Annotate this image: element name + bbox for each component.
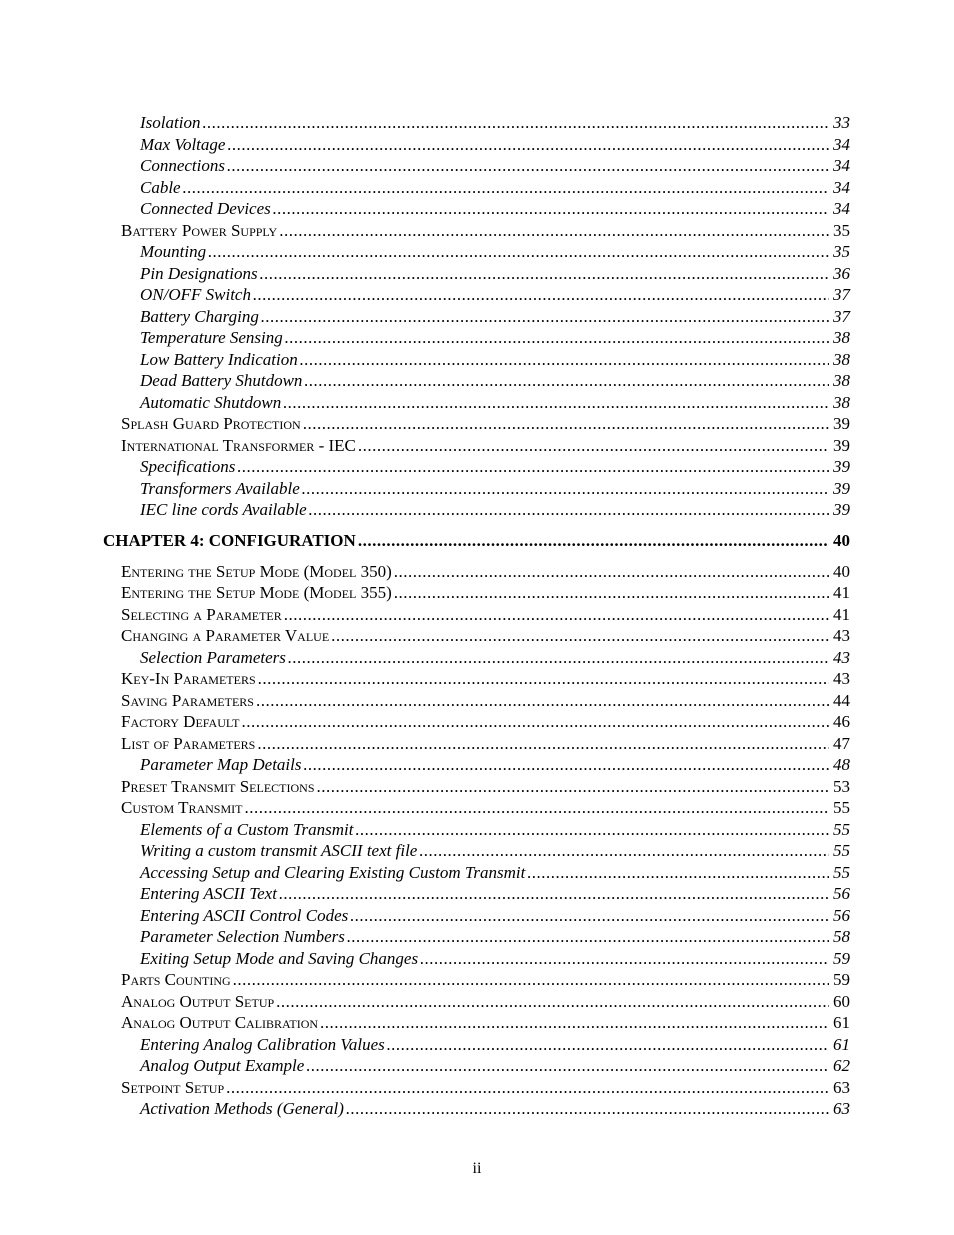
toc-leader-dots <box>183 177 829 199</box>
toc-entry-page: 62 <box>833 1056 850 1075</box>
toc-entry-page: 43 <box>833 626 850 645</box>
toc-entry-title: Parameter Selection Numbers <box>140 927 345 946</box>
toc-entry-title: Selection Parameters <box>140 647 286 667</box>
toc-entry-page: 56 <box>833 905 850 925</box>
toc-entry-page: 38 <box>833 349 850 369</box>
toc-section-entry[interactable] <box>121 625 850 647</box>
toc-leader-dots <box>260 263 829 285</box>
toc-section-entry[interactable] <box>121 561 850 583</box>
toc-entry-page: 34 <box>833 156 850 175</box>
toc-section-entry[interactable] <box>121 969 850 991</box>
toc-entry-title: Writing a custom transmit ASCII text file <box>140 841 418 860</box>
toc-chapter-entry[interactable] <box>103 530 850 552</box>
toc-leader-dots <box>227 134 829 156</box>
toc-entry-page: 60 <box>833 991 850 1011</box>
toc-entry-title: Entering the Setup Mode (Model 350) <box>121 561 392 581</box>
toc-entry-page: 41 <box>833 583 850 602</box>
toc-entry-page: 55 <box>833 841 850 860</box>
toc-entry-title: Analog Output Calibration <box>121 1013 319 1032</box>
toc-entry-page: 40 <box>833 561 850 581</box>
toc-leader-dots <box>257 733 829 755</box>
toc-leader-dots <box>285 327 829 349</box>
toc-subsection-entry[interactable] <box>140 883 850 905</box>
toc-leader-dots <box>302 478 829 500</box>
toc-entry-title: Pin Designations <box>140 263 258 283</box>
toc-entry-title: Custom Transmit <box>121 798 243 817</box>
toc-leader-dots <box>279 883 829 905</box>
toc-entry-title: Mounting <box>140 242 207 261</box>
toc-leader-dots <box>300 349 829 371</box>
toc-subsection-entry[interactable] <box>140 819 850 841</box>
toc-entry-title: IEC line cords Available <box>140 500 307 519</box>
toc-entry-title: Battery Charging <box>140 306 259 326</box>
toc-entry-title: ON/OFF Switch <box>140 285 251 304</box>
toc-entry-page: 37 <box>833 306 850 326</box>
toc-section-entry[interactable] <box>121 733 850 755</box>
toc-leader-dots <box>394 561 829 583</box>
toc-entry-title: Setpoint Setup <box>121 1077 225 1097</box>
toc-leader-dots <box>237 456 829 478</box>
toc-entry-title: Cable <box>140 177 181 197</box>
toc-leader-dots <box>288 647 829 669</box>
toc-section-entry[interactable] <box>121 1077 850 1099</box>
toc-entry-title: Entering Analog Calibration Values <box>140 1034 385 1054</box>
toc-subsection-entry[interactable] <box>140 647 850 669</box>
toc-entry-title: Low Battery Indication <box>140 349 298 369</box>
toc-section-entry[interactable] <box>121 582 850 604</box>
toc-leader-dots <box>233 969 829 991</box>
toc-leader-dots <box>346 1098 829 1120</box>
toc-section-entry[interactable] <box>121 413 850 435</box>
toc-leader-dots <box>208 241 829 263</box>
toc-leader-dots <box>306 1055 829 1077</box>
toc-entry-page: 37 <box>833 285 850 304</box>
toc-subsection-entry[interactable] <box>140 112 850 134</box>
toc-leader-dots <box>226 1077 829 1099</box>
toc-entry-title: Analog Output Setup <box>121 991 275 1011</box>
toc-entry-title: CHAPTER 4: CONFIGURATION <box>103 530 356 550</box>
toc-leader-dots <box>241 711 829 733</box>
toc-entry-page: 39 <box>833 457 850 476</box>
toc-subsection-entry[interactable] <box>140 349 850 371</box>
toc-leader-dots <box>279 220 829 242</box>
toc-entry-page: 61 <box>833 1013 850 1032</box>
toc-entry-title: Splash Guard Protection <box>121 414 301 433</box>
toc-leader-dots <box>347 926 829 948</box>
toc-entry-title: Key-In Parameters <box>121 669 256 688</box>
toc-subsection-entry[interactable] <box>140 948 850 970</box>
toc-entry-page: 39 <box>833 478 850 498</box>
toc-entry-title: Preset Transmit Selections <box>121 776 315 796</box>
toc-entry-title: Dead Battery Shutdown <box>140 371 303 390</box>
toc-entry-page: 59 <box>833 970 850 989</box>
toc-entry-title: Changing a Parameter Value <box>121 626 330 645</box>
toc-subsection-entry[interactable] <box>140 263 850 285</box>
toc-leader-dots <box>227 155 829 177</box>
toc-leader-dots <box>394 582 829 604</box>
toc-entry-page: 35 <box>833 242 850 261</box>
toc-entry-title: Parts Counting <box>121 970 231 989</box>
toc-leader-dots <box>276 991 829 1013</box>
toc-entry-page: 43 <box>833 647 850 667</box>
toc-subsection-entry[interactable] <box>140 155 850 177</box>
toc-entry-page: 33 <box>833 113 850 132</box>
toc-entry-title: Factory Default <box>121 712 240 731</box>
toc-entry-title: Selecting a Parameter <box>121 604 282 624</box>
toc-leader-dots <box>387 1034 829 1056</box>
toc-subsection-entry[interactable] <box>140 306 850 328</box>
toc-entry-page: 38 <box>833 392 850 412</box>
toc-entry-page: 34 <box>833 177 850 197</box>
toc-entry-title: Analog Output Example <box>140 1056 305 1075</box>
toc-entry-page: 58 <box>833 927 850 946</box>
toc-leader-dots <box>202 112 829 134</box>
toc-subsection-entry[interactable] <box>140 327 850 349</box>
toc-entry-page: 56 <box>833 884 850 903</box>
toc-subsection-entry[interactable] <box>140 926 850 948</box>
toc-entry-title: Connected Devices <box>140 199 271 218</box>
toc-leader-dots <box>355 819 829 841</box>
toc-leader-dots <box>320 1012 829 1034</box>
toc-entry-title: List of Parameters <box>121 733 256 753</box>
toc-entry-page: 44 <box>833 690 850 710</box>
toc-entry-title: Entering ASCII Control Codes <box>140 905 349 925</box>
toc-entry-page: 38 <box>833 371 850 390</box>
toc-entry-page: 40 <box>833 530 850 550</box>
toc-subsection-entry[interactable] <box>140 134 850 156</box>
toc-entry-page: 46 <box>833 712 850 731</box>
toc-entry-title: Connections <box>140 156 225 175</box>
toc-leader-dots <box>309 499 829 521</box>
toc-entry-title: Accessing Setup and Clearing Existing Custom Transmit <box>140 862 526 882</box>
toc-subsection-entry[interactable] <box>140 1055 850 1077</box>
toc-subsection-entry[interactable] <box>140 198 850 220</box>
toc-entry-title: Exiting Setup Mode and Saving Changes <box>140 948 419 968</box>
toc-subsection-entry[interactable] <box>140 284 850 306</box>
toc-leader-dots <box>420 948 829 970</box>
toc-section-entry[interactable] <box>121 435 850 457</box>
toc-entry-page: 34 <box>833 199 850 218</box>
table-of-contents <box>0 112 954 1120</box>
toc-subsection-entry[interactable] <box>140 840 850 862</box>
toc-entry-page: 59 <box>833 948 850 968</box>
toc-section-entry[interactable] <box>121 668 850 690</box>
toc-leader-dots <box>244 797 829 819</box>
toc-section-entry[interactable] <box>121 1012 850 1034</box>
toc-entry-page: 63 <box>833 1077 850 1097</box>
toc-entry-title: Saving Parameters <box>121 690 254 710</box>
toc-section-entry[interactable] <box>121 604 850 626</box>
toc-subsection-entry[interactable] <box>140 1034 850 1056</box>
toc-entry-page: 38 <box>833 328 850 347</box>
toc-subsection-entry[interactable] <box>140 177 850 199</box>
toc-leader-dots <box>258 668 829 690</box>
toc-subsection-entry[interactable] <box>140 862 850 884</box>
toc-entry-page: 41 <box>833 604 850 624</box>
toc-leader-dots <box>303 754 829 776</box>
toc-subsection-entry[interactable] <box>140 499 850 521</box>
toc-leader-dots <box>527 862 829 884</box>
toc-leader-dots <box>283 392 829 414</box>
toc-entry-page: 55 <box>833 798 850 817</box>
toc-subsection-entry[interactable] <box>140 905 850 927</box>
toc-leader-dots <box>284 604 829 626</box>
toc-entry-title: Parameter Map Details <box>140 755 302 774</box>
toc-subsection-entry[interactable] <box>140 478 850 500</box>
toc-leader-dots <box>304 370 829 392</box>
toc-entry-title: Isolation <box>140 113 201 132</box>
toc-entry-page: 43 <box>833 669 850 688</box>
toc-entry-title: International Transformer - IEC <box>121 435 356 455</box>
toc-section-entry[interactable] <box>121 690 850 712</box>
toc-section-entry[interactable] <box>121 711 850 733</box>
toc-leader-dots <box>331 625 829 647</box>
toc-entry-title: Temperature Sensing <box>140 328 283 347</box>
toc-section-entry[interactable] <box>121 776 850 798</box>
toc-entry-title: Automatic Shutdown <box>140 392 282 412</box>
toc-entry-page: 48 <box>833 755 850 774</box>
toc-leader-dots <box>256 690 829 712</box>
toc-entry-page: 53 <box>833 776 850 796</box>
toc-subsection-entry[interactable] <box>140 456 850 478</box>
toc-leader-dots <box>358 435 829 457</box>
toc-entry-title: Max Voltage <box>140 134 226 154</box>
toc-entry-page: 36 <box>833 263 850 283</box>
toc-leader-dots <box>358 530 829 552</box>
toc-entry-title: Transformers Available <box>140 478 300 498</box>
toc-entry-page: 39 <box>833 435 850 455</box>
toc-leader-dots <box>303 413 829 435</box>
toc-entry-title: Elements of a Custom Transmit <box>140 819 354 839</box>
toc-subsection-entry[interactable] <box>140 241 850 263</box>
toc-leader-dots <box>317 776 830 798</box>
toc-section-entry[interactable] <box>121 991 850 1013</box>
toc-entry-title: Activation Methods (General) <box>140 1099 344 1118</box>
toc-subsection-entry[interactable] <box>140 754 850 776</box>
toc-leader-dots <box>273 198 829 220</box>
toc-leader-dots <box>253 284 829 306</box>
toc-entry-page: 47 <box>833 733 850 753</box>
toc-entry-title: Entering the Setup Mode (Model 355) <box>121 583 392 602</box>
toc-entry-page: 55 <box>833 862 850 882</box>
toc-subsection-entry[interactable] <box>140 1098 850 1120</box>
toc-subsection-entry[interactable] <box>140 370 850 392</box>
page-number: ii <box>472 1160 482 1177</box>
toc-section-entry[interactable] <box>121 797 850 819</box>
toc-leader-dots <box>419 840 829 862</box>
toc-leader-dots <box>350 905 829 927</box>
toc-entry-page: 55 <box>833 819 850 839</box>
toc-entry-page: 35 <box>833 220 850 240</box>
toc-entry-title: Battery Power Supply <box>121 220 278 240</box>
toc-entry-page: 61 <box>833 1034 850 1054</box>
toc-entry-page: 39 <box>833 500 850 519</box>
toc-entry-page: 39 <box>833 414 850 433</box>
toc-section-entry[interactable] <box>121 220 850 242</box>
toc-entry-page: 34 <box>833 134 850 154</box>
toc-entry-page: 63 <box>833 1099 850 1118</box>
toc-subsection-entry[interactable] <box>140 392 850 414</box>
toc-leader-dots <box>261 306 829 328</box>
toc-entry-title: Specifications <box>140 457 236 476</box>
toc-entry-title: Entering ASCII Text <box>140 884 277 903</box>
